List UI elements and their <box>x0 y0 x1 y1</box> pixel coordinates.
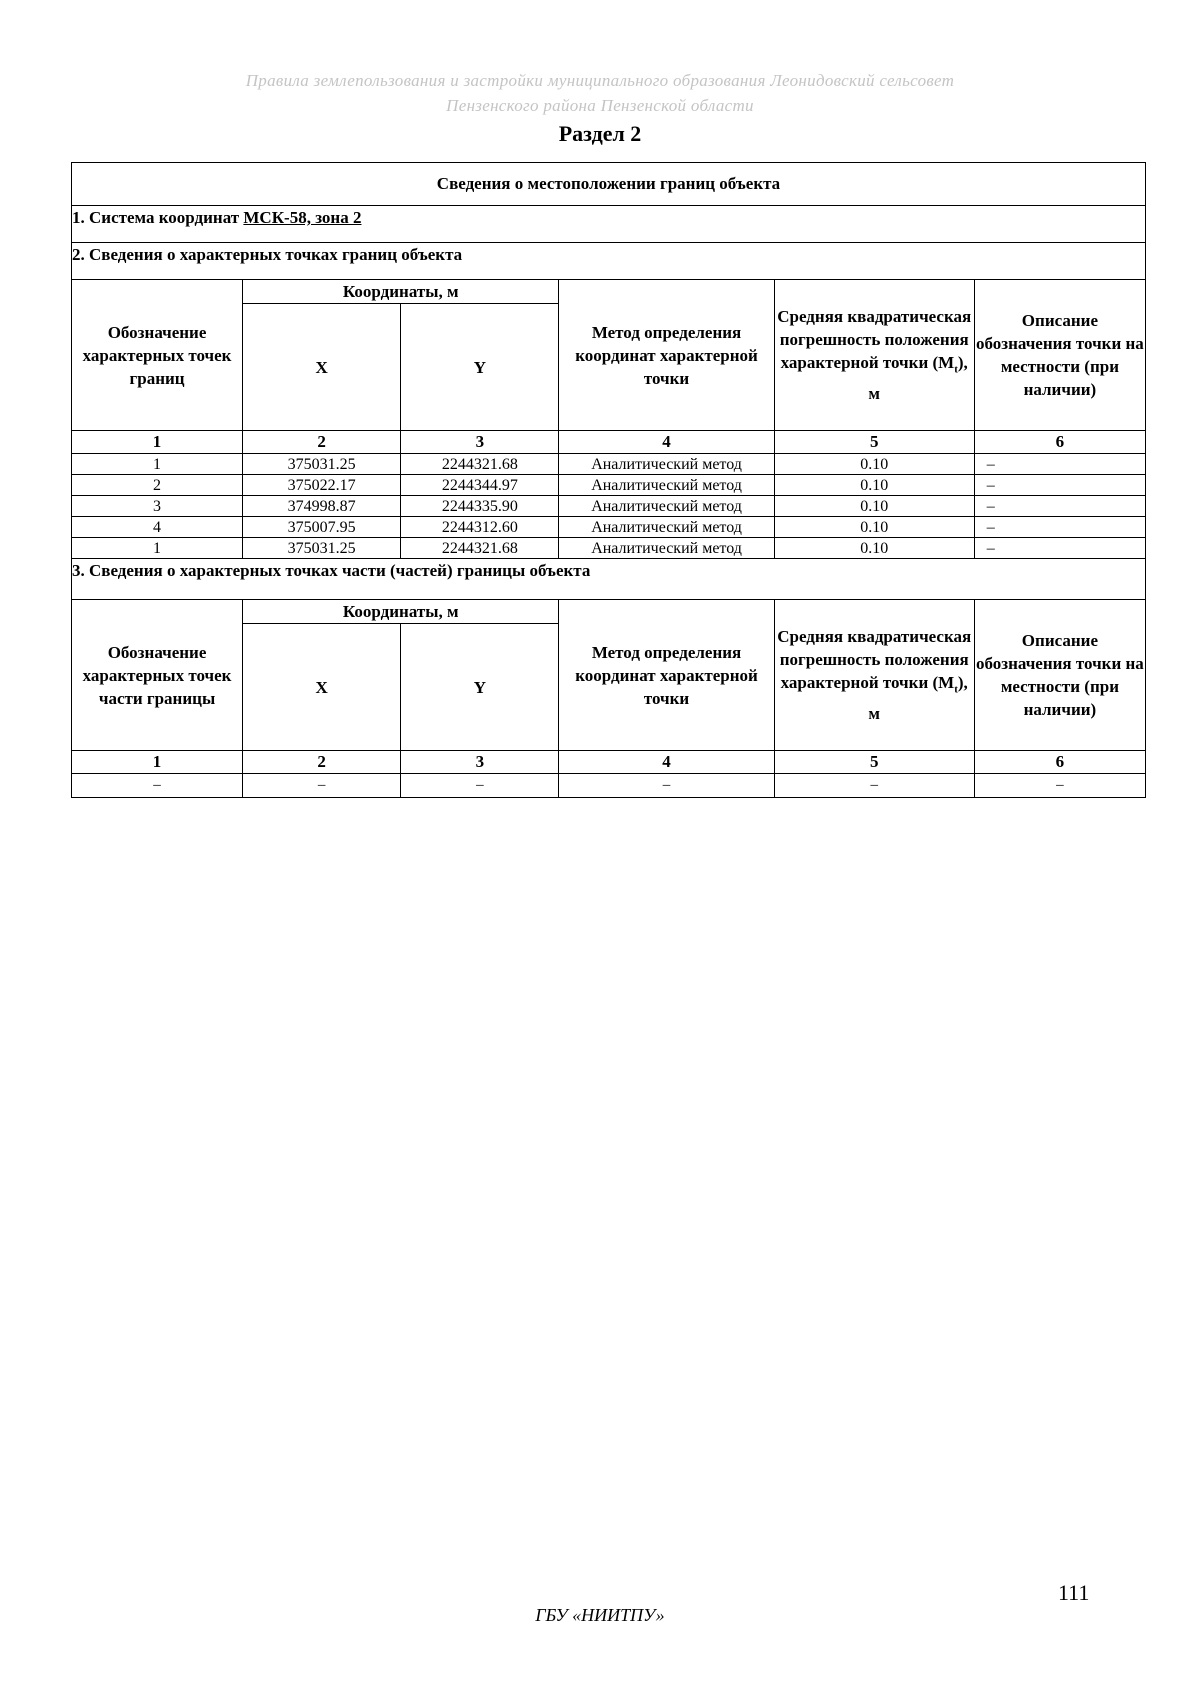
method-cell: Аналитический метод <box>559 496 774 517</box>
description-cell: – <box>974 517 1145 538</box>
column-number: 1 <box>72 751 243 774</box>
document-footer: ГБУ «НИИТПУ» <box>535 1605 665 1625</box>
error-cell: 0.10 <box>774 538 974 559</box>
part-cell: – <box>559 774 774 798</box>
header-y: Y <box>401 624 559 751</box>
header-point-designation-part: Обозначение характерных точек части границы <box>72 600 243 751</box>
y-cell: 2244321.68 <box>401 454 559 475</box>
section-title: Раздел 2 <box>558 121 642 146</box>
part-cell: – <box>401 774 559 798</box>
y-cell: 2244321.68 <box>401 538 559 559</box>
header-description: Описание обозначения точки на местности (при наличии) <box>974 280 1145 431</box>
header-coordinates: Координаты, м <box>243 280 559 304</box>
header-y: Y <box>401 304 559 431</box>
error-cell: 0.10 <box>774 517 974 538</box>
part-cell: – <box>974 774 1145 798</box>
column-number: 2 <box>243 431 401 454</box>
point-cell: 2 <box>72 475 243 496</box>
column-number: 3 <box>401 431 559 454</box>
table-title: Сведения о местоположении границ объекта <box>72 163 1146 206</box>
section-2-row <box>72 243 1146 280</box>
header-method: Метод определения координат характерной точки <box>559 600 774 751</box>
error-cell: 0.10 <box>774 454 974 475</box>
table-row <box>72 454 1146 475</box>
column-number: 4 <box>559 431 774 454</box>
header-point-designation: Обозначение характерных точек границ <box>72 280 243 431</box>
column-number: 6 <box>974 751 1145 774</box>
table-row <box>72 517 1146 538</box>
table-row <box>72 496 1146 517</box>
point-cell: 3 <box>72 496 243 517</box>
column-number: 3 <box>401 751 559 774</box>
document-header-line-2: Пензенского района Пензенской области <box>446 96 754 115</box>
column-number: 5 <box>774 751 974 774</box>
x-cell: 375022.17 <box>243 475 401 496</box>
x-cell: 375007.95 <box>243 517 401 538</box>
column-number: 4 <box>559 751 774 774</box>
x-cell: 375031.25 <box>243 454 401 475</box>
header-error: Средняя квадратическая погрешность положения характерной точки $(M_t)$, м <box>774 600 974 751</box>
header-row-1 <box>72 280 1146 304</box>
section-3-title: 3. Сведения о характерных точках части (частей) границы объекта <box>72 559 1146 600</box>
description-cell: – <box>974 496 1145 517</box>
document-header-line-1: Правила землепользования и застройки муниципального образования Леонидовский сельсовет <box>245 71 955 90</box>
coord-system-value: МСК-58, зона 2 <box>243 208 362 227</box>
y-cell: 2244335.90 <box>401 496 559 517</box>
x-cell: 375031.25 <box>243 538 401 559</box>
column-number: 2 <box>243 751 401 774</box>
description-cell: – <box>974 475 1145 496</box>
point-cell: 4 <box>72 517 243 538</box>
coord-system-label: 1. Система координат <box>72 208 240 227</box>
method-cell: Аналитический метод <box>559 475 774 496</box>
error-cell: 0.10 <box>774 475 974 496</box>
part-column-number-row <box>72 751 1146 774</box>
boundary-table <box>71 162 1146 798</box>
column-number-row <box>72 431 1146 454</box>
description-cell: – <box>974 454 1145 475</box>
header-description: Описание обозначения точки на местности (при наличии) <box>974 600 1145 751</box>
table-row <box>72 538 1146 559</box>
column-number: 6 <box>974 431 1145 454</box>
section-3-row <box>72 559 1146 600</box>
method-cell: Аналитический метод <box>559 517 774 538</box>
coord-system-row <box>72 206 1146 243</box>
description-cell: – <box>974 538 1145 559</box>
header-x: X <box>243 624 401 751</box>
x-cell: 374998.87 <box>243 496 401 517</box>
method-cell: Аналитический метод <box>559 538 774 559</box>
part-table-row <box>72 774 1146 798</box>
header-x: X <box>243 304 401 431</box>
part-cell: – <box>774 774 974 798</box>
table-row <box>72 475 1146 496</box>
table-title-row <box>72 163 1146 206</box>
column-number: 1 <box>72 431 243 454</box>
header-coordinates: Координаты, м <box>243 600 559 624</box>
coord-system-cell <box>72 206 1146 243</box>
page-number: 111 <box>1058 1580 1090 1605</box>
header-method: Метод определения координат характерной точки <box>559 280 774 431</box>
part-cell: – <box>72 774 243 798</box>
y-cell: 2244344.97 <box>401 475 559 496</box>
column-number: 5 <box>774 431 974 454</box>
header-error: Средняя квадратическая погрешность положения характерной точки $(M_t)$, м <box>774 280 974 431</box>
part-cell: – <box>243 774 401 798</box>
part-header-row-1 <box>72 600 1146 624</box>
error-cell: 0.10 <box>774 496 974 517</box>
point-cell: 1 <box>72 538 243 559</box>
point-cell: 1 <box>72 454 243 475</box>
method-cell: Аналитический метод <box>559 454 774 475</box>
y-cell: 2244312.60 <box>401 517 559 538</box>
section-2-title: 2. Сведения о характерных точках границ объекта <box>72 243 1146 280</box>
